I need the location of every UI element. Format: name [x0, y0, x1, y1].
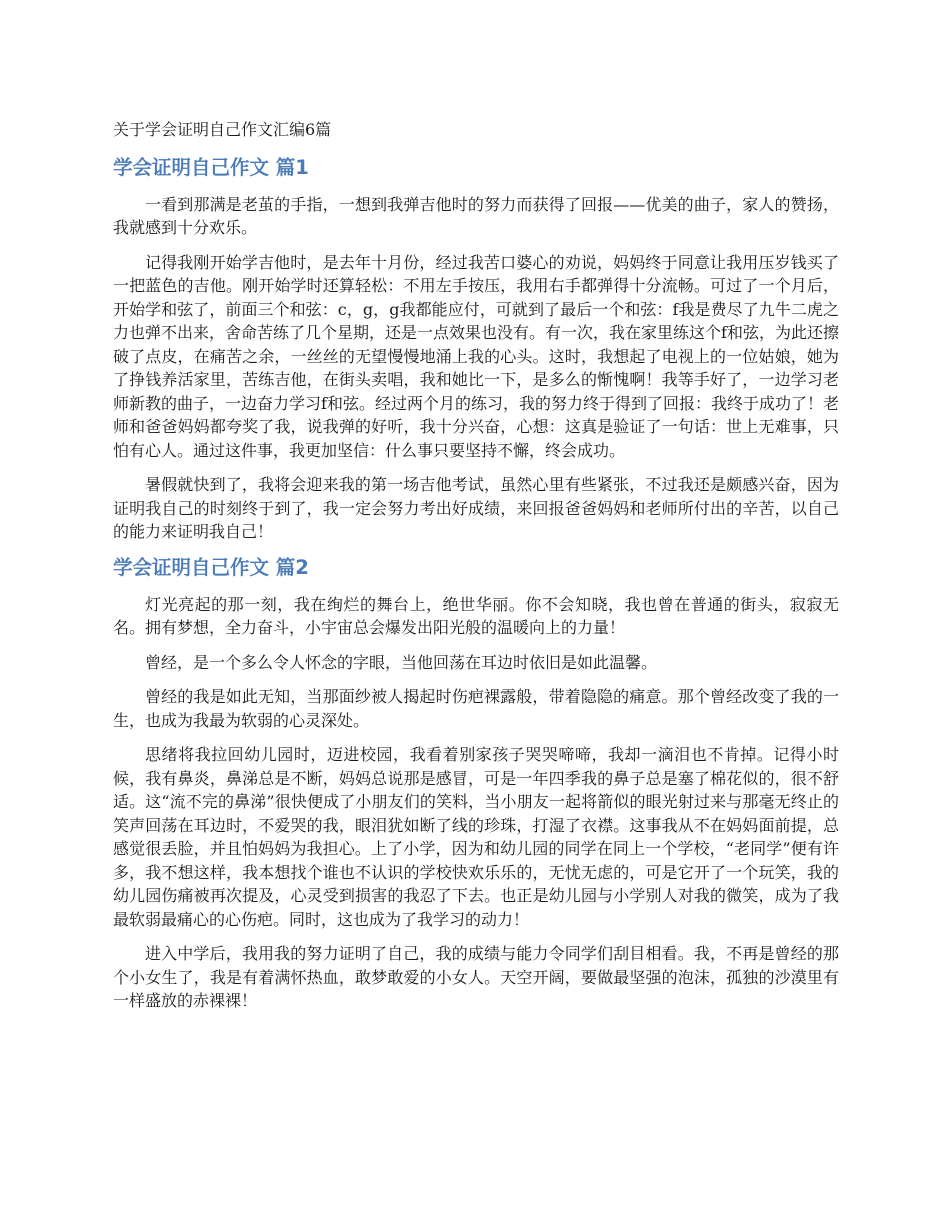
paragraph: 进入中学后，我用我的努力证明了自己，我的成绩与能力令同学们刮目相看。我，不再是曾经的那个小女生了，我是有着满怀热血，敢梦敢爱的小女人。天空开阔，要做最坚强的泡沫，孤独的沙漠里有一样盛放的赤裸裸！: [113, 944, 839, 1010]
essay-section-2: [113, 555, 839, 1013]
paragraph: 曾经的我是如此无知，当那面纱被人揭起时伤疤裸露般，带着隐隐的痛意。那个曾经改变了我的一生，也成为我最为软弱的心灵深处。: [113, 687, 839, 730]
paragraph: 灯光亮起的那一刻，我在绚烂的舞台上，绝世华丽。你不会知晓，我也曾在普通的街头，寂寂无名。拥有梦想，全力奋斗，小宇宙总会爆发出阳光般的温暖向上的力量！: [113, 594, 839, 637]
section-heading: 学会证明自己作文 篇1: [113, 155, 309, 179]
paragraph: 暑假就快到了，我将会迎来我的第一场吉他考试，虽然心里有些紧张，不过我还是颇感兴奋，因为证明我自己的时刻终于到了，我一定会努力考出好成绩，来回报爸爸妈妈和老师所付出的辛苦，以自己的能力来证明我自己！: [113, 475, 839, 541]
section-heading: 学会证明自己作文 篇2: [113, 555, 309, 579]
paragraph: 一看到那满是老茧的手指，一想到我弹吉他时的努力而获得了回报——优美的曲子，家人的赞扬，我就感到十分欢乐。: [113, 194, 839, 237]
essay-section-1: [113, 155, 839, 544]
paragraph: 记得我刚开始学吉他时，是去年十月份，经过我苦口婆心的劝说，妈妈终于同意让我用压岁钱买了一把蓝色的吉他。刚开始学时还算轻松：不用左手按压，我用右手都弹得十分流畅。可过了一个月后，开始学和弦了，前面三个和弦：c，g，g我都能应付，可就到了最后一个和弦：f我是费尽了九牛二虎之力也弹不出来，舍命苦练了几个星期，还是一点效果也没有。有一次，我在家里练这个f和弦，为此还擦破了点皮，在痛苦之余，一丝丝的无望慢慢地涌上我的心头。这时，我想起了电视上的一位姑娘，她为了挣钱养活家里，苦练吉他，在街头卖唱，我和她比一下，是多么的惭愧啊！我等手好了，一边学习老师新教的曲子，一边奋力学习f和弦。经过两个月的练习，我的努力终于得到了回报：我终于成功了！老师和爸爸妈妈都夸奖了我，说我弹的好听，我十分兴奋，心想：这真是验证了一句话：世上无难事，只怕有心人。通过这件事，我更加坚信：什么事只要坚持不懈，终会成功。: [113, 252, 839, 460]
document-page: [113, 118, 839, 1024]
paragraph: 曾经，是一个多么令人怀念的字眼，当他回荡在耳边时依旧是如此温馨。: [145, 652, 658, 672]
document-title: 关于学会证明自己作文汇编6篇: [113, 120, 332, 139]
paragraph: 思绪将我拉回幼儿园时，迈进校园，我看着别家孩子哭哭啼啼，我却一滴泪也不肯掉。记得小时候，我有鼻炎，鼻涕总是不断，妈妈总说那是感冒，可是一年四季我的鼻子总是塞了棉花似的，很不舒适。这“流不完的鼻涕”很快便成了小朋友们的笑料，当小朋友一起将箭似的眼光射过来与那毫无终止的笑声回荡在耳边时，不爱哭的我，眼泪犹如断了线的珍珠，打湿了衣襟。这事我从不在妈妈面前提，总感觉很丢脸，并且怕妈妈为我担心。上了小学，因为和幼儿园的同学在同上一个学校，“老同学”便有许多，我不想这样，我本想找个谁也不认识的学校快欢乐乐的，无忧无虑的，可是它开了一个玩笑，我的幼儿园伤痛被再次提及，心灵受到损害的我忍了下去。也正是幼儿园与小学别人对我的微笑，成为了我最软弱最痛心的心伤疤。同时，这也成为了我学习的动力！: [113, 745, 839, 929]
